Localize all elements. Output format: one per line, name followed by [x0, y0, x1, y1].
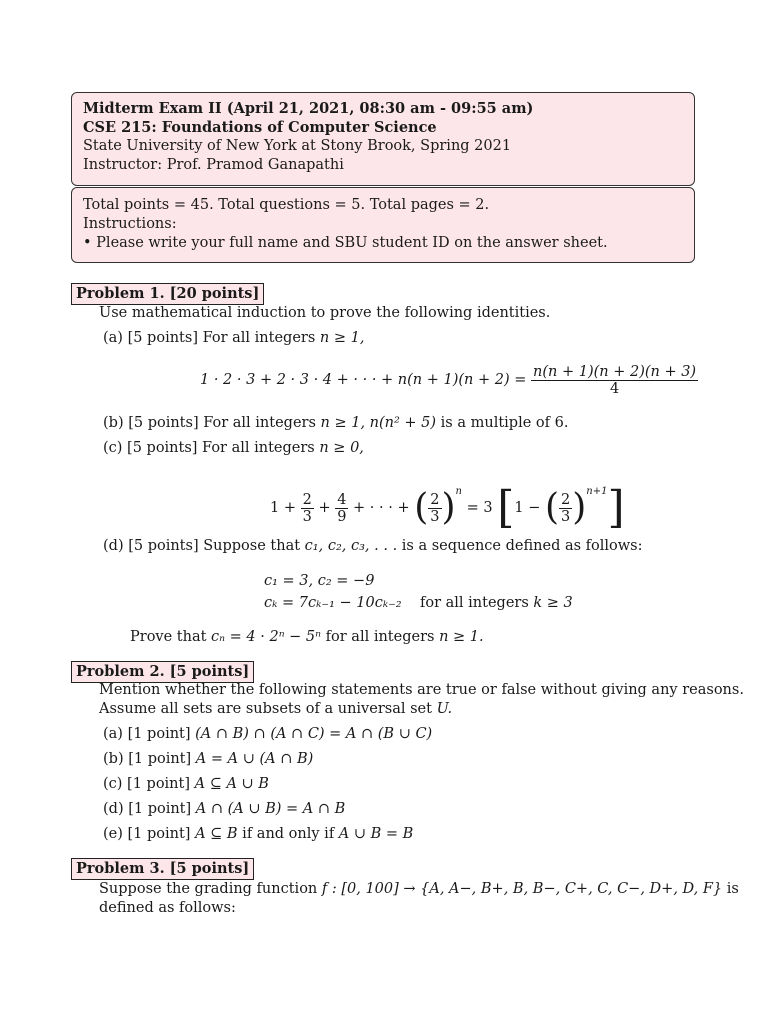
problem-2e — [103, 825, 413, 844]
problem-2-title: Problem 2. [5 points] — [71, 661, 254, 683]
instructions-label: Instructions: — [83, 216, 177, 232]
bullet-icon: • — [83, 235, 97, 251]
problem-2e-math-2: A ∪ B = B — [338, 826, 414, 842]
problem-1d-sequence: c₁, c₂, c₃, . . . — [304, 538, 398, 554]
bullet-text: Please write your full name and SBU student ID on the answer sheet. — [96, 235, 608, 251]
problem-1b-tail: is a multiple of 6. — [436, 415, 569, 431]
problem-2e-tail: if and only if — [237, 826, 339, 842]
problem-1a-lhs: 1 · 2 · 3 + 2 · 3 · 4 + · · · + n(n + 1)(n + 2) = — [200, 372, 527, 388]
problem-1d-condition — [420, 594, 573, 613]
problem-1d-prove-cond: n ≥ 1. — [439, 629, 484, 645]
problem-1a-equation — [200, 362, 698, 398]
problem-2d-math: A ∩ (A ∪ B) = A ∩ B — [195, 801, 346, 817]
problem-1d-eq2: cₖ = 7cₖ₋₁ − 10cₖ₋₂ — [264, 595, 402, 611]
problem-2b — [103, 750, 313, 769]
problem-1a-fraction — [531, 364, 698, 397]
problem-1-intro: Use mathematical induction to prove the following identities. — [99, 305, 551, 321]
problem-2a-math: (A ∩ B) ∩ (A ∩ C) = A ∩ (B ∪ C) — [195, 726, 433, 742]
problem-1b-condition: n ≥ 1, n(n² + 5) — [320, 415, 437, 431]
problem-2-intro-2 — [99, 700, 452, 719]
problem-1a-prompt — [103, 329, 364, 348]
problem-2b-math: A = A ∪ (A ∩ B) — [195, 751, 314, 767]
problem-1a-denominator: 4 — [609, 380, 620, 397]
problem-2c-math: A ⊆ A ∪ B — [194, 776, 269, 792]
problem-1d-prove — [130, 628, 484, 647]
problem-1d-eq1: c₁ = 3, c₂ = −9 — [264, 573, 375, 589]
exam-header-box — [71, 92, 695, 186]
problem-2b-label: (b) [1 point] — [103, 751, 196, 767]
problem-2a — [103, 725, 432, 744]
problem-3-line-2: defined as follows: — [99, 900, 236, 916]
problem-1d-prove-math: cₙ = 4 · 2ⁿ − 5ⁿ — [211, 629, 322, 645]
problem-1a-numerator: n(n + 1)(n + 2)(n + 3) — [533, 363, 697, 380]
problem-1d-tail: is a sequence defined as follows: — [397, 538, 643, 554]
problem-1c-label: (c) [5 points] For all integers — [103, 440, 320, 456]
instructor-name: Instructor: Prof. Pramod Ganapathi — [83, 157, 344, 173]
course-name: CSE 215: Foundations of Computer Science — [83, 119, 437, 136]
problem-1d-prove-text: Prove that — [130, 629, 212, 645]
problem-3-line-1-tail: is — [722, 881, 739, 897]
problem-1a-label: (a) [5 points] For all integers — [103, 330, 320, 346]
problem-2-intro-2-text: Assume all sets are subsets of a universal set — [99, 701, 437, 717]
problem-3-line-1-text: Suppose the grading function — [99, 881, 322, 897]
frac-2-3: $\frac{2}{3}$ — [302, 491, 312, 525]
university-name: State University of New York at Stony Brook, Spring 2021 — [83, 138, 512, 154]
problem-1c-equation: 1 + $\frac{2}{3}$ + $\frac{4}{9}$ + · · · + ( $\frac{2}{3}$ )$^n$ = 3 [1 − ( $\frac{2}{3}$ )$^{n+1}$] — [270, 482, 625, 533]
problem-3-function: f : [0, 100] → {A, A−, B+, B, B−, C+, C, C−, D+, D, F} — [321, 881, 723, 897]
problem-1d-prove-tail: for all integers — [321, 629, 440, 645]
problem-1c-prompt — [103, 439, 364, 458]
problem-2c — [103, 775, 269, 794]
problem-1a-condition: n ≥ 1, — [319, 330, 365, 346]
problem-1c-condition: n ≥ 0, — [319, 440, 364, 456]
exam-title: Midterm Exam II (April 21, 2021, 08:30 am - 09:55 am) — [83, 100, 534, 117]
problem-2d — [103, 800, 345, 819]
frac-2-3-power: $\frac{2}{3}$ — [430, 491, 440, 525]
instruction-bullet — [83, 234, 683, 253]
problem-1-title: Problem 1. [20 points] — [71, 283, 264, 305]
problem-1d-label: (d) [5 points] Suppose that — [103, 538, 305, 554]
problem-2-intro-1: Mention whether the following statements are true or false without giving any reasons. — [99, 682, 744, 698]
exam-info-box — [71, 187, 695, 263]
problem-1d-prompt — [103, 537, 643, 556]
problem-2-universal-set: U. — [436, 701, 453, 717]
problem-1b-label: (b) [5 points] For all integers — [103, 415, 321, 431]
totals-text: Total points = 45. Total questions = 5. Total pages = 2. — [83, 197, 490, 213]
frac-4-9: $\frac{4}{9}$ — [337, 491, 347, 525]
frac-2-3-power-n1: $\frac{2}{3}$ — [561, 491, 571, 525]
problem-1d-cond-text: for all integers — [420, 595, 534, 611]
problem-1d-cond-math: k ≥ 3 — [533, 595, 573, 611]
problem-1b-prompt — [103, 414, 568, 433]
problem-3-title: Problem 3. [5 points] — [71, 858, 254, 880]
problem-2e-label: (e) [1 point] — [103, 826, 196, 842]
problem-2e-math: A ⊆ B — [195, 826, 238, 842]
problem-2a-label: (a) [1 point] — [103, 726, 196, 742]
problem-2c-label: (c) [1 point] — [103, 776, 195, 792]
problem-3-line-1 — [99, 880, 739, 899]
problem-2d-label: (d) [1 point] — [103, 801, 196, 817]
